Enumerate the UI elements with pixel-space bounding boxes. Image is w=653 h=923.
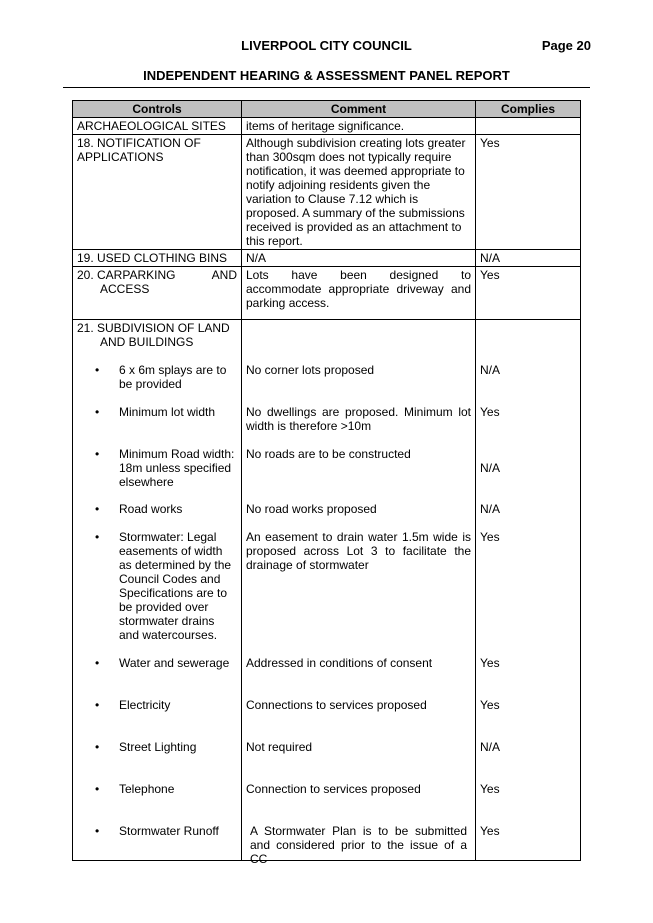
- item-control: Stormwater: Legal easements of width as determined by the Council Codes and Specifications are to be provided over stormwater drains and watercourses.: [119, 530, 232, 642]
- bullet-icon: •: [95, 656, 100, 670]
- item-complies: N/A: [480, 461, 501, 475]
- item-control: Road works: [119, 502, 183, 516]
- list-item: [95, 782, 237, 824]
- table-row: [73, 135, 581, 250]
- controls-table: [72, 100, 581, 866]
- control-cell: 19. USED CLOTHING BINS: [73, 250, 242, 267]
- list-item: [95, 824, 237, 860]
- item-complies: Yes: [480, 824, 500, 838]
- item-complies: N/A: [480, 740, 501, 754]
- bullet-icon: •: [95, 824, 100, 838]
- item-complies: N/A: [480, 502, 501, 516]
- item-complies: Yes: [480, 698, 500, 712]
- item-complies: Yes: [480, 405, 500, 419]
- col-controls-header: Controls: [73, 101, 242, 118]
- complies-cell: N/A: [476, 250, 581, 267]
- council-name: LIVERPOOL CITY COUNCIL: [241, 38, 412, 53]
- item-control: Minimum Road width: 18m unless specified elsewhere: [119, 447, 235, 489]
- bullet-icon: •: [95, 363, 100, 377]
- complies-cell: [476, 118, 581, 135]
- control-text: AND: [211, 268, 237, 282]
- control-cell: ARCHAEOLOGICAL SITES: [73, 118, 242, 135]
- table-row-subdivision: [73, 320, 581, 861]
- bullet-icon: •: [95, 530, 100, 544]
- bullet-icon: •: [95, 405, 100, 419]
- control-line: ACCESS: [100, 282, 150, 296]
- item-comment: Connection to services proposed: [246, 782, 421, 796]
- table-row: [73, 267, 581, 320]
- list-item: [95, 405, 237, 447]
- header-rule: [63, 87, 590, 88]
- table-row: [73, 250, 581, 267]
- col-complies-header: Complies: [476, 101, 581, 118]
- comment-cell: N/A: [242, 250, 476, 267]
- list-item: [95, 740, 237, 782]
- item-comment: An easement to drain water 1.5m wide is proposed across Lot 3 to facilitate the drainage of stormwater: [246, 530, 471, 572]
- item-comment: No dwellings are proposed. Minimum lot width is therefore >10m: [246, 405, 471, 433]
- control-text: 20. CARPARKING: [77, 268, 176, 282]
- list-item: [95, 502, 237, 530]
- item-comment: Addressed in conditions of consent: [246, 656, 433, 670]
- bullet-icon: •: [95, 740, 100, 754]
- item-comment: Not required: [246, 740, 313, 754]
- table-row: [73, 118, 581, 135]
- item-control: Stormwater Runoff: [119, 824, 219, 838]
- item-control: Street Lighting: [119, 740, 197, 754]
- item-control: 6 x 6m splays are to be provided: [119, 363, 227, 391]
- bullet-icon: •: [95, 502, 100, 516]
- control-line: 18. NOTIFICATION OF: [77, 136, 201, 150]
- report-title: INDEPENDENT HEARING & ASSESSMENT PANEL REPORT: [143, 68, 510, 83]
- list-item: [95, 447, 237, 502]
- list-item: [95, 363, 237, 405]
- item-control: Minimum lot width: [119, 405, 216, 419]
- item-comment: No roads are to be constructed: [246, 447, 411, 461]
- comment-cell: Lots have been designed to accommodate appropriate driveway and parking access.: [242, 267, 476, 320]
- complies-cell: [476, 320, 581, 861]
- control-line: AND BUILDINGS: [100, 335, 194, 349]
- col-comment-header: Comment: [242, 101, 476, 118]
- table-header-row: [73, 101, 581, 118]
- comment-cell: items of heritage significance.: [242, 118, 476, 135]
- control-cell: [73, 320, 242, 861]
- comment-cell: [242, 320, 476, 866]
- bullet-icon: •: [95, 447, 100, 461]
- page-number: Page 20: [541, 38, 591, 53]
- list-item: [95, 698, 237, 740]
- item-control: Telephone: [119, 782, 175, 796]
- bullet-icon: •: [95, 782, 100, 796]
- comment-cell: Although subdivision creating lots greater than 300sqm does not typically require notification, it was deemed appropriate to notify adjoining residents given the variation to Clause 7.12 which is proposed. A summary of the submissions received is provided as an attachment to this report.: [242, 135, 476, 250]
- complies-cell: Yes: [476, 135, 581, 250]
- complies-cell: Yes: [476, 267, 581, 320]
- control-line: [77, 268, 237, 282]
- item-comment: Connections to services proposed: [246, 698, 427, 712]
- item-complies: N/A: [480, 363, 501, 377]
- item-comment: No road works proposed: [246, 502, 377, 516]
- bullet-icon: •: [95, 698, 100, 712]
- control-cell: [73, 267, 242, 320]
- item-complies: Yes: [480, 530, 500, 544]
- control-line: APPLICATIONS: [77, 150, 164, 164]
- control-line: 21. SUBDIVISION OF LAND: [77, 321, 230, 335]
- list-item: [95, 656, 237, 698]
- item-complies: Yes: [480, 782, 500, 796]
- control-cell: [73, 135, 242, 250]
- list-item: [95, 530, 237, 656]
- item-comment: No corner lots proposed: [246, 363, 375, 377]
- item-control: Electricity: [119, 698, 171, 712]
- item-control: Water and sewerage: [119, 656, 230, 670]
- item-complies: Yes: [480, 656, 500, 670]
- item-comment: A Stormwater Plan is to be submitted and considered prior to the issue of a CC: [250, 824, 467, 866]
